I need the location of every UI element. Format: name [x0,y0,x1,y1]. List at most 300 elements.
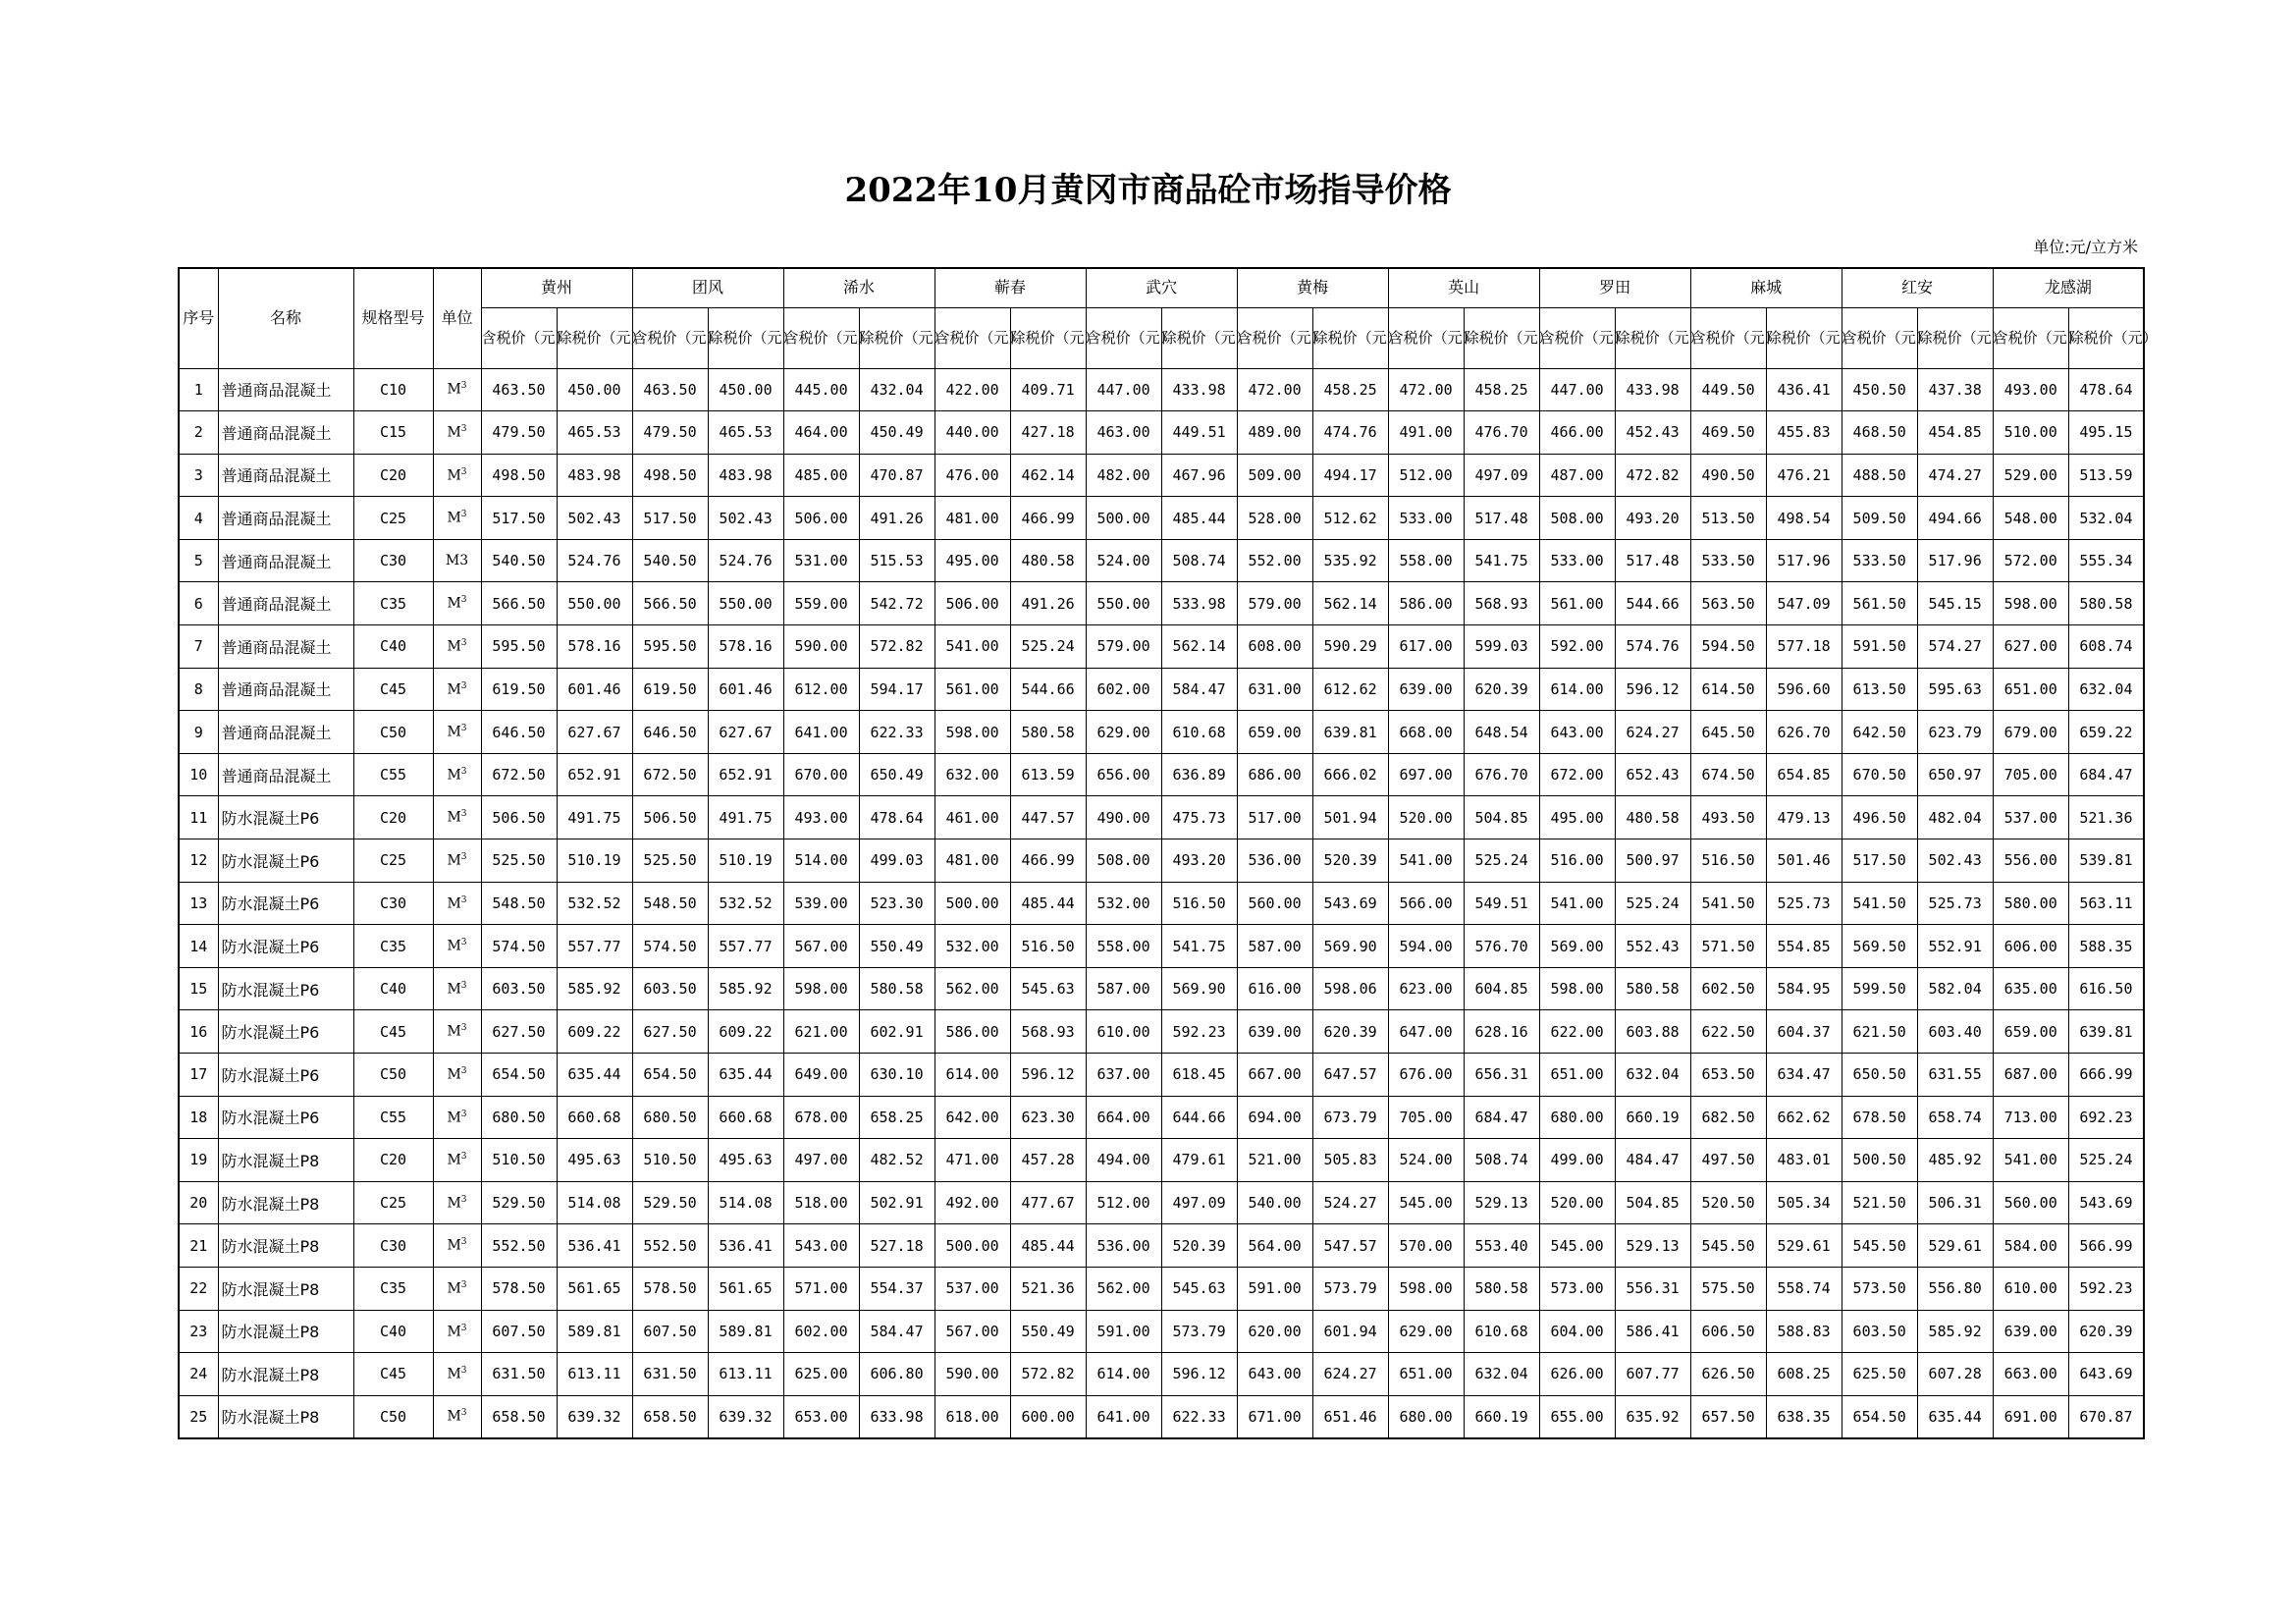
unit-symbol: M [447,382,461,399]
price-tax-inclusive: 528.00 [1237,497,1312,540]
price-tax-exclusive: 588.83 [1766,1310,1842,1353]
row-index: 9 [179,711,218,754]
unit-cell [433,1181,481,1224]
price-tax-inclusive: 594.00 [1388,925,1464,968]
product-name: 防水混凝土P6 [218,882,353,925]
price-tax-exclusive: 660.68 [557,1096,632,1139]
price-tax-inclusive: 569.50 [1842,925,1917,968]
price-tax-exclusive: 572.82 [1010,1353,1086,1396]
price-tax-exclusive: 483.01 [1766,1139,1842,1182]
price-tax-exclusive: 480.58 [1615,796,1690,839]
price-tax-exclusive: 483.98 [708,454,783,497]
unit-superscript: 3 [460,1237,467,1248]
price-tax-exclusive: 436.41 [1766,368,1842,411]
price-tax-inclusive: 603.50 [481,967,557,1010]
price-tax-inclusive: 592.00 [1539,625,1615,669]
header-name: 名称 [218,268,353,368]
price-tax-exclusive: 580.58 [1615,967,1690,1010]
price-tax-inclusive: 541.00 [934,625,1010,669]
price-tax-inclusive: 517.50 [481,497,557,540]
price-tax-inclusive: 599.50 [1842,967,1917,1010]
price-tax-inclusive: 578.50 [632,1267,708,1310]
unit-superscript: 3 [460,1152,467,1163]
price-tax-exclusive: 610.68 [1464,1310,1539,1353]
unit-cell [433,497,481,540]
price-tax-exclusive: 457.28 [1010,1139,1086,1182]
price-tax-exclusive: 447.57 [1010,796,1086,839]
price-tax-exclusive: 620.39 [1464,668,1539,711]
price-tax-inclusive: 598.00 [1388,1267,1464,1310]
spec-grade: C35 [353,582,433,625]
row-index: 3 [179,454,218,497]
price-tax-exclusive: 624.27 [1615,711,1690,754]
spec-grade: C45 [353,668,433,711]
price-tax-exclusive: 585.92 [1917,1310,1993,1353]
spec-grade: C35 [353,925,433,968]
unit-symbol: M [447,852,461,869]
price-tax-inclusive: 705.00 [1388,1096,1464,1139]
unit-cell [433,1310,481,1353]
price-tax-inclusive: 571.00 [783,1267,859,1310]
product-name: 防水混凝土P6 [218,796,353,839]
price-tax-inclusive: 560.00 [1237,882,1312,925]
price-tax-inclusive: 614.00 [934,1054,1010,1097]
price-tax-exclusive: 568.93 [1010,1010,1086,1054]
price-tax-inclusive: 625.50 [1842,1353,1917,1396]
price-tax-exclusive: 458.25 [1464,368,1539,411]
price-tax-inclusive: 537.00 [934,1267,1010,1310]
price-tax-exclusive: 673.79 [1312,1096,1388,1139]
price-tax-exclusive: 501.94 [1312,796,1388,839]
price-tax-exclusive: 554.37 [859,1267,934,1310]
price-tax-inclusive: 537.00 [1993,796,2068,839]
price-tax-exclusive: 505.34 [1766,1181,1842,1224]
price-tax-inclusive: 488.50 [1842,454,1917,497]
price-tax-inclusive: 602.00 [1086,668,1161,711]
price-tax-inclusive: 561.00 [1539,582,1615,625]
table-row [179,1096,2144,1139]
price-tax-inclusive: 468.50 [1842,411,1917,455]
price-tax-inclusive: 680.50 [632,1096,708,1139]
unit-superscript: 3 [460,466,467,477]
header-tax-exclusive: 除税价（元） [708,307,783,368]
price-tax-inclusive: 651.00 [1993,668,2068,711]
unit-symbol: M [447,1024,461,1041]
price-tax-exclusive: 525.24 [1010,625,1086,669]
row-index: 6 [179,582,218,625]
price-tax-exclusive: 491.26 [859,497,934,540]
price-tax-inclusive: 531.00 [783,539,859,582]
table-row [179,668,2144,711]
price-tax-exclusive: 493.20 [1615,497,1690,540]
unit-cell [433,1267,481,1310]
price-tax-inclusive: 566.50 [632,582,708,625]
price-tax-exclusive: 648.54 [1464,711,1539,754]
price-tax-exclusive: 624.27 [1312,1353,1388,1396]
header-tax-exclusive: 除税价（元） [1917,307,1993,368]
price-tax-inclusive: 653.00 [783,1395,859,1438]
price-tax-inclusive: 680.00 [1539,1096,1615,1139]
price-tax-inclusive: 658.50 [481,1395,557,1438]
price-tax-inclusive: 590.00 [783,625,859,669]
price-tax-exclusive: 562.14 [1161,625,1237,669]
unit-symbol: M [447,1195,461,1212]
unit-cell [433,1139,481,1182]
header-region: 蕲春 [934,268,1086,307]
price-tax-exclusive: 596.12 [1615,668,1690,711]
price-tax-exclusive: 622.33 [1161,1395,1237,1438]
table-row [179,411,2144,455]
table-row [179,967,2144,1010]
price-tax-inclusive: 629.00 [1086,711,1161,754]
price-tax-exclusive: 622.33 [859,711,934,754]
price-tax-exclusive: 612.62 [1312,668,1388,711]
price-tax-exclusive: 568.93 [1464,582,1539,625]
price-tax-exclusive: 596.60 [1766,668,1842,711]
price-tax-inclusive: 497.50 [1690,1139,1766,1182]
price-tax-inclusive: 598.00 [1539,967,1615,1010]
price-tax-exclusive: 623.79 [1917,711,1993,754]
unit-superscript: 3 [460,766,467,777]
price-tax-exclusive: 647.57 [1312,1054,1388,1097]
price-tax-exclusive: 477.67 [1010,1181,1086,1224]
price-tax-exclusive: 543.69 [2068,1181,2144,1224]
spec-grade: C30 [353,1224,433,1268]
price-tax-inclusive: 573.50 [1842,1267,1917,1310]
price-tax-exclusive: 584.47 [1161,668,1237,711]
price-tax-exclusive: 639.81 [1312,711,1388,754]
price-tax-exclusive: 600.00 [1010,1395,1086,1438]
price-tax-exclusive: 652.91 [708,753,783,796]
price-tax-inclusive: 472.00 [1237,368,1312,411]
price-tax-exclusive: 510.19 [708,839,783,883]
unit-symbol: M [447,1238,461,1254]
price-tax-exclusive: 574.76 [1615,625,1690,669]
price-tax-inclusive: 631.00 [1237,668,1312,711]
price-tax-exclusive: 541.75 [1464,539,1539,582]
price-tax-inclusive: 495.00 [934,539,1010,582]
price-tax-inclusive: 691.00 [1993,1395,2068,1438]
price-tax-exclusive: 627.67 [708,711,783,754]
price-tax-exclusive: 521.36 [1010,1267,1086,1310]
product-name: 防水混凝土P8 [218,1267,353,1310]
price-tax-inclusive: 545.00 [1539,1224,1615,1268]
price-tax-inclusive: 529.00 [1993,454,2068,497]
price-tax-inclusive: 646.50 [632,711,708,754]
price-tax-exclusive: 432.04 [859,368,934,411]
price-tax-exclusive: 601.94 [1312,1310,1388,1353]
price-tax-exclusive: 502.91 [859,1181,934,1224]
price-tax-exclusive: 545.63 [1161,1267,1237,1310]
price-tax-inclusive: 622.00 [1539,1010,1615,1054]
price-tax-inclusive: 649.00 [783,1054,859,1097]
price-tax-inclusive: 449.50 [1690,368,1766,411]
price-tax-exclusive: 578.16 [708,625,783,669]
price-tax-exclusive: 550.49 [1010,1310,1086,1353]
price-tax-inclusive: 646.50 [481,711,557,754]
table-row [179,882,2144,925]
price-tax-inclusive: 674.50 [1690,753,1766,796]
price-tax-inclusive: 670.00 [783,753,859,796]
spec-grade: C30 [353,882,433,925]
product-name: 防水混凝土P6 [218,839,353,883]
unit-cell [433,1096,481,1139]
price-tax-inclusive: 619.50 [481,668,557,711]
unit-symbol: M [447,1366,461,1382]
table-row [179,1224,2144,1268]
price-tax-inclusive: 450.50 [1842,368,1917,411]
row-index: 14 [179,925,218,968]
price-tax-exclusive: 479.61 [1161,1139,1237,1182]
price-tax-inclusive: 517.50 [1842,839,1917,883]
price-tax-exclusive: 494.66 [1917,497,1993,540]
price-tax-inclusive: 559.00 [783,582,859,625]
price-tax-inclusive: 642.00 [934,1096,1010,1139]
price-tax-exclusive: 607.28 [1917,1353,1993,1396]
price-tax-inclusive: 463.50 [481,368,557,411]
product-name: 防水混凝土P6 [218,925,353,968]
spec-grade: C20 [353,1139,433,1182]
price-tax-exclusive: 504.85 [1615,1181,1690,1224]
price-tax-exclusive: 529.61 [1766,1224,1842,1268]
price-tax-exclusive: 580.58 [1010,711,1086,754]
price-tax-inclusive: 656.00 [1086,753,1161,796]
price-tax-inclusive: 598.00 [1993,582,2068,625]
price-tax-exclusive: 592.23 [1161,1010,1237,1054]
price-tax-exclusive: 608.25 [1766,1353,1842,1396]
price-tax-inclusive: 606.00 [1993,925,2068,968]
price-tax-exclusive: 592.23 [2068,1267,2144,1310]
price-tax-inclusive: 512.00 [1388,454,1464,497]
price-tax-inclusive: 541.00 [1539,882,1615,925]
unit-cell [433,668,481,711]
table-row [179,839,2144,883]
header-tax-inclusive: 含税价（元） [632,307,708,368]
price-tax-exclusive: 484.47 [1615,1139,1690,1182]
unit-symbol: M [447,895,461,912]
price-tax-inclusive: 672.00 [1539,753,1615,796]
page-title: 2022年10月黄冈市商品砼市场指导价格 [844,171,1452,210]
price-tax-exclusive: 466.99 [1010,839,1086,883]
header-region: 龙感湖 [1993,268,2144,307]
price-tax-inclusive: 567.00 [934,1310,1010,1353]
price-tax-exclusive: 504.85 [1464,796,1539,839]
price-tax-exclusive: 515.53 [859,539,934,582]
spec-grade: C25 [353,1181,433,1224]
price-tax-inclusive: 498.50 [632,454,708,497]
price-tax-exclusive: 692.23 [2068,1096,2144,1139]
price-tax-exclusive: 529.13 [1615,1224,1690,1268]
price-tax-inclusive: 552.50 [632,1224,708,1268]
unit-cell [433,368,481,411]
row-index: 8 [179,668,218,711]
price-tax-inclusive: 590.00 [934,1353,1010,1396]
price-tax-inclusive: 626.00 [1539,1353,1615,1396]
product-name: 普通商品混凝土 [218,753,353,796]
spec-grade: C55 [353,1096,433,1139]
price-tax-inclusive: 506.00 [934,582,1010,625]
unit-symbol: M [447,1280,461,1297]
price-tax-exclusive: 603.88 [1615,1010,1690,1054]
header-unit: 单位 [433,268,481,368]
spec-grade: C25 [353,497,433,540]
price-tax-exclusive: 520.39 [1312,839,1388,883]
price-tax-exclusive: 497.09 [1161,1181,1237,1224]
price-tax-exclusive: 452.43 [1615,411,1690,455]
price-tax-exclusive: 495.63 [708,1139,783,1182]
price-tax-inclusive: 490.00 [1086,796,1161,839]
price-tax-inclusive: 626.50 [1690,1353,1766,1396]
product-name: 防水混凝土P8 [218,1181,353,1224]
price-tax-inclusive: 606.50 [1690,1310,1766,1353]
price-tax-inclusive: 566.50 [481,582,557,625]
price-tax-inclusive: 604.00 [1539,1310,1615,1353]
price-tax-inclusive: 525.50 [481,839,557,883]
price-tax-exclusive: 650.49 [859,753,934,796]
spec-grade: C40 [353,1310,433,1353]
spec-grade: C50 [353,1054,433,1097]
price-tax-inclusive: 574.50 [481,925,557,968]
price-tax-inclusive: 625.00 [783,1353,859,1396]
price-tax-inclusive: 639.00 [1993,1310,2068,1353]
price-tax-inclusive: 513.50 [1690,497,1766,540]
unit-superscript: 3 [460,1323,467,1333]
header-tax-inclusive: 含税价（元） [1993,307,2068,368]
price-tax-exclusive: 562.14 [1312,582,1388,625]
price-tax-inclusive: 440.00 [934,411,1010,455]
price-tax-inclusive: 545.50 [1690,1224,1766,1268]
price-tax-inclusive: 548.00 [1993,497,2068,540]
price-tax-inclusive: 578.50 [481,1267,557,1310]
price-tax-inclusive: 447.00 [1086,368,1161,411]
spec-grade: C40 [353,967,433,1010]
header-tax-inclusive: 含税价（元） [1690,307,1766,368]
price-tax-exclusive: 547.09 [1766,582,1842,625]
price-tax-exclusive: 599.03 [1464,625,1539,669]
price-tax-inclusive: 631.50 [481,1353,557,1396]
price-tax-exclusive: 524.27 [1312,1181,1388,1224]
product-name: 普通商品混凝土 [218,368,353,411]
unit-symbol: M [447,1409,461,1426]
price-tax-exclusive: 580.58 [1464,1267,1539,1310]
unit-superscript: 3 [460,1194,467,1205]
table-row [179,368,2144,411]
table-row [179,796,2144,839]
price-tax-exclusive: 536.41 [708,1224,783,1268]
price-tax-exclusive: 650.97 [1917,753,1993,796]
price-tax-exclusive: 666.02 [1312,753,1388,796]
price-tax-inclusive: 679.00 [1993,711,2068,754]
header-region: 团风 [632,268,783,307]
price-tax-exclusive: 472.82 [1615,454,1690,497]
price-tax-exclusive: 557.77 [708,925,783,968]
price-tax-exclusive: 558.74 [1766,1267,1842,1310]
price-tax-exclusive: 505.83 [1312,1139,1388,1182]
price-tax-exclusive: 462.14 [1010,454,1086,497]
price-tax-inclusive: 579.00 [1237,582,1312,625]
price-tax-exclusive: 585.92 [708,967,783,1010]
product-name: 普通商品混凝土 [218,539,353,582]
price-tax-inclusive: 591.00 [1086,1310,1161,1353]
price-tax-inclusive: 591.00 [1237,1267,1312,1310]
price-tax-inclusive: 627.50 [632,1010,708,1054]
price-tax-exclusive: 603.40 [1917,1010,1993,1054]
price-tax-exclusive: 485.44 [1161,497,1237,540]
table-row [179,1310,2144,1353]
price-tax-exclusive: 545.15 [1917,582,1993,625]
price-tax-inclusive: 595.50 [481,625,557,669]
price-tax-inclusive: 655.00 [1539,1395,1615,1438]
header-tax-exclusive: 除税价（元） [557,307,632,368]
row-index: 13 [179,882,218,925]
unit-cell [433,839,481,883]
price-tax-inclusive: 508.00 [1086,839,1161,883]
price-tax-exclusive: 475.73 [1161,796,1237,839]
header-tax-inclusive: 含税价（元） [1388,307,1464,368]
price-tax-exclusive: 483.98 [557,454,632,497]
row-index: 11 [179,796,218,839]
price-tax-exclusive: 501.46 [1766,839,1842,883]
price-tax-exclusive: 594.17 [859,668,934,711]
price-tax-exclusive: 409.71 [1010,368,1086,411]
unit-cell [433,1054,481,1097]
price-tax-inclusive: 508.00 [1539,497,1615,540]
price-tax-exclusive: 604.37 [1766,1010,1842,1054]
header-tax-exclusive: 除税价（元） [1766,307,1842,368]
price-tax-inclusive: 422.00 [934,368,1010,411]
price-tax-exclusive: 521.36 [2068,796,2144,839]
price-tax-exclusive: 658.74 [1917,1096,1993,1139]
price-tax-exclusive: 499.03 [859,839,934,883]
header-region: 英山 [1388,268,1539,307]
row-index: 22 [179,1267,218,1310]
price-tax-inclusive: 566.00 [1388,882,1464,925]
price-tax-exclusive: 525.73 [1917,882,1993,925]
price-tax-exclusive: 638.35 [1766,1395,1842,1438]
price-tax-inclusive: 631.50 [632,1353,708,1396]
price-tax-exclusive: 556.80 [1917,1267,1993,1310]
unit-symbol: M [447,1110,461,1126]
row-index: 4 [179,497,218,540]
price-tax-inclusive: 532.00 [1086,882,1161,925]
table-row [179,1353,2144,1396]
price-tax-inclusive: 556.00 [1993,839,2068,883]
spec-grade: C55 [353,753,433,796]
price-tax-exclusive: 514.08 [708,1181,783,1224]
price-tax-inclusive: 562.00 [1086,1267,1161,1310]
price-tax-inclusive: 533.00 [1388,497,1464,540]
price-tax-inclusive: 642.50 [1842,711,1917,754]
price-tax-exclusive: 684.47 [1464,1096,1539,1139]
price-tax-exclusive: 660.68 [708,1096,783,1139]
price-tax-inclusive: 645.50 [1690,711,1766,754]
unit-superscript: 3 [460,1279,467,1290]
price-tax-exclusive: 634.47 [1766,1054,1842,1097]
price-tax-exclusive: 670.87 [2068,1395,2144,1438]
price-tax-inclusive: 629.00 [1388,1310,1464,1353]
price-tax-exclusive: 474.27 [1917,454,1993,497]
table-row [179,582,2144,625]
price-tax-exclusive: 450.00 [557,368,632,411]
price-tax-exclusive: 596.12 [1161,1353,1237,1396]
price-tax-inclusive: 541.00 [1993,1139,2068,1182]
price-tax-exclusive: 467.96 [1161,454,1237,497]
unit-cell [433,796,481,839]
price-tax-inclusive: 572.00 [1993,539,2068,582]
price-tax-exclusive: 557.77 [557,925,632,968]
price-tax-inclusive: 664.00 [1086,1096,1161,1139]
price-tax-exclusive: 632.04 [1615,1054,1690,1097]
